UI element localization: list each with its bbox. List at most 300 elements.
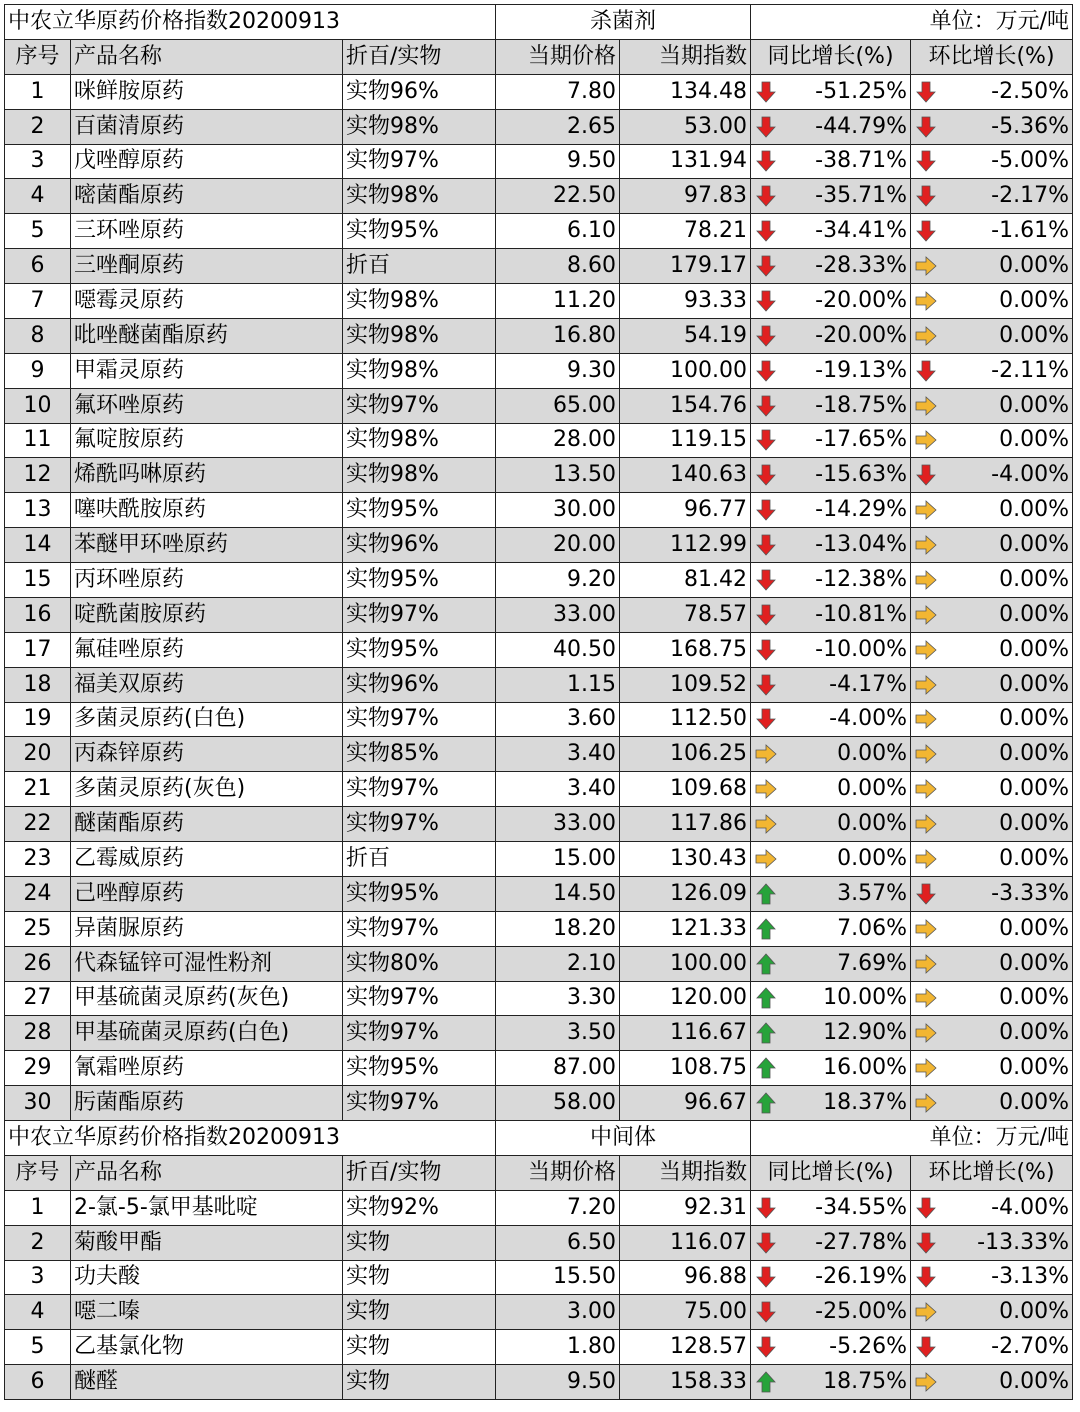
- price-cell: 8.60: [496, 249, 620, 284]
- seq-cell: 22: [5, 807, 71, 842]
- mom-cell: [911, 842, 1073, 877]
- basis-header: 折百/实物: [343, 1155, 496, 1190]
- product-name-cell: 嘧菌酯原药: [71, 179, 343, 214]
- yoy-cell: [751, 981, 911, 1016]
- yoy-cell: [751, 353, 911, 388]
- table-row: [5, 1225, 1073, 1260]
- table-row: [5, 318, 1073, 353]
- yoy-cell: [751, 284, 911, 319]
- index-cell: 179.17: [620, 249, 751, 284]
- table-row: [5, 772, 1073, 807]
- mom-cell: [911, 1190, 1073, 1225]
- up-arrow-icon: [754, 1056, 778, 1080]
- down-arrow-icon: [754, 1335, 778, 1359]
- product-name-cell: 多菌灵原药(灰色): [71, 772, 343, 807]
- down-arrow-icon: [914, 882, 938, 906]
- product-name-cell: 代森锰锌可湿性粉剂: [71, 946, 343, 981]
- mom-value: 0.00%: [999, 1369, 1069, 1395]
- up-arrow-icon: [754, 986, 778, 1010]
- index-cell: 168.75: [620, 632, 751, 667]
- down-arrow-icon: [914, 463, 938, 487]
- index-cell: 116.67: [620, 1016, 751, 1051]
- index-cell: 92.31: [620, 1190, 751, 1225]
- seq-cell: 1: [5, 74, 71, 109]
- mom-cell: [911, 632, 1073, 667]
- product-name-cell: 甲基硫菌灵原药(灰色): [71, 981, 343, 1016]
- yoy-value: -44.79%: [815, 113, 907, 139]
- seq-cell: 14: [5, 528, 71, 563]
- table-row: [5, 214, 1073, 249]
- mom-value: 0.00%: [999, 322, 1069, 348]
- yoy-header: 同比增长(%): [751, 1155, 911, 1190]
- yoy-value: -34.41%: [815, 218, 907, 244]
- index-cell: 96.77: [620, 493, 751, 528]
- mom-value: -4.00%: [991, 462, 1069, 488]
- seq-cell: 19: [5, 702, 71, 737]
- section-title: 中农立华原药价格指数20200913: [5, 1121, 496, 1156]
- table-row: [5, 807, 1073, 842]
- mom-value: 0.00%: [999, 845, 1069, 871]
- price-cell: 6.50: [496, 1225, 620, 1260]
- yoy-value: -13.04%: [815, 532, 907, 558]
- yoy-cell: [751, 179, 911, 214]
- index-cell: 106.25: [620, 737, 751, 772]
- basis-cell: 实物97%: [343, 597, 496, 632]
- yoy-cell: [751, 1051, 911, 1086]
- basis-cell: 实物96%: [343, 667, 496, 702]
- mom-value: 0.00%: [999, 532, 1069, 558]
- seq-cell: 16: [5, 597, 71, 632]
- table-row: [5, 353, 1073, 388]
- price-cell: 11.20: [496, 284, 620, 319]
- product-name-cell: 氰霜唑原药: [71, 1051, 343, 1086]
- basis-cell: 实物98%: [343, 109, 496, 144]
- right-arrow-icon: [914, 917, 938, 941]
- product-name-cell: 苯醚甲环唑原药: [71, 528, 343, 563]
- table-row: [5, 667, 1073, 702]
- index-cell: 78.57: [620, 597, 751, 632]
- yoy-cell: [751, 1260, 911, 1295]
- seq-cell: 13: [5, 493, 71, 528]
- table-row: [5, 388, 1073, 423]
- table-row: [5, 632, 1073, 667]
- right-arrow-icon: [914, 498, 938, 522]
- mom-cell: [911, 528, 1073, 563]
- unit-label: 单位：万元/吨: [751, 1121, 1073, 1156]
- product-name-cell: 醚醛: [71, 1365, 343, 1400]
- mom-value: -5.00%: [991, 148, 1069, 174]
- mom-value: -1.61%: [991, 218, 1069, 244]
- table-row: [5, 109, 1073, 144]
- yoy-value: -34.55%: [815, 1194, 907, 1220]
- table-row: [5, 1190, 1073, 1225]
- mom-cell: [911, 911, 1073, 946]
- table-row: [5, 597, 1073, 632]
- price-cell: 20.00: [496, 528, 620, 563]
- mom-cell: [911, 249, 1073, 284]
- table-row: [5, 911, 1073, 946]
- mom-cell: [911, 702, 1073, 737]
- price-cell: 13.50: [496, 458, 620, 493]
- index-cell: 93.33: [620, 284, 751, 319]
- mom-cell: [911, 1260, 1073, 1295]
- yoy-value: 18.37%: [823, 1090, 907, 1116]
- product-name-cell: 噻呋酰胺原药: [71, 493, 343, 528]
- mom-value: -4.00%: [991, 1194, 1069, 1220]
- down-arrow-icon: [754, 463, 778, 487]
- product-name-cell: 2-氯-5-氯甲基吡啶: [71, 1190, 343, 1225]
- down-arrow-icon: [754, 603, 778, 627]
- product-name-cell: 己唑醇原药: [71, 876, 343, 911]
- right-arrow-icon: [914, 812, 938, 836]
- price-cell: 65.00: [496, 388, 620, 423]
- down-arrow-icon: [754, 428, 778, 452]
- down-arrow-icon: [754, 1300, 778, 1324]
- down-arrow-icon: [754, 1231, 778, 1255]
- basis-cell: 实物98%: [343, 458, 496, 493]
- up-arrow-icon: [754, 1091, 778, 1115]
- table-row: [5, 981, 1073, 1016]
- yoy-value: 7.69%: [837, 950, 907, 976]
- basis-cell: 实物97%: [343, 144, 496, 179]
- index-cell: 81.42: [620, 563, 751, 598]
- down-arrow-icon: [754, 673, 778, 697]
- mom-value: 0.00%: [999, 287, 1069, 313]
- basis-cell: 实物97%: [343, 981, 496, 1016]
- yoy-header: 同比增长(%): [751, 39, 911, 74]
- yoy-cell: [751, 1086, 911, 1121]
- yoy-value: -51.25%: [815, 78, 907, 104]
- product-name-cell: 氟啶胺原药: [71, 423, 343, 458]
- table-row: [5, 1365, 1073, 1400]
- product-name-cell: 百菌清原药: [71, 109, 343, 144]
- product-name-cell: 功夫酸: [71, 1260, 343, 1295]
- seq-cell: 6: [5, 1365, 71, 1400]
- right-arrow-icon: [914, 742, 938, 766]
- mom-header: 环比增长(%): [911, 1155, 1073, 1190]
- up-arrow-icon: [754, 1021, 778, 1045]
- price-cell: 7.80: [496, 74, 620, 109]
- down-arrow-icon: [754, 638, 778, 662]
- product-name-cell: 肟菌酯原药: [71, 1086, 343, 1121]
- product-name-cell: 噁二嗪: [71, 1295, 343, 1330]
- down-arrow-icon: [914, 1231, 938, 1255]
- table-row: [5, 284, 1073, 319]
- yoy-value: 3.57%: [837, 880, 907, 906]
- price-cell: 3.40: [496, 772, 620, 807]
- product-name-cell: 氟硅唑原药: [71, 632, 343, 667]
- product-name-cell: 咪鲜胺原药: [71, 74, 343, 109]
- mom-value: -13.33%: [977, 1229, 1069, 1255]
- index-cell: 78.21: [620, 214, 751, 249]
- product-name-cell: 吡唑醚菌酯原药: [71, 318, 343, 353]
- index-cell: 128.57: [620, 1330, 751, 1365]
- index-cell: 112.50: [620, 702, 751, 737]
- seq-cell: 5: [5, 214, 71, 249]
- index-cell: 130.43: [620, 842, 751, 877]
- yoy-cell: [751, 1295, 911, 1330]
- basis-cell: 实物95%: [343, 214, 496, 249]
- price-cell: 33.00: [496, 807, 620, 842]
- price-cell: 3.50: [496, 1016, 620, 1051]
- mom-value: 0.00%: [999, 636, 1069, 662]
- mom-cell: [911, 737, 1073, 772]
- mom-cell: [911, 1295, 1073, 1330]
- mom-cell: [911, 946, 1073, 981]
- down-arrow-icon: [754, 184, 778, 208]
- right-arrow-icon: [914, 568, 938, 592]
- mom-cell: [911, 807, 1073, 842]
- yoy-cell: [751, 109, 911, 144]
- down-arrow-icon: [754, 80, 778, 104]
- right-arrow-icon: [914, 428, 938, 452]
- price-cell: 1.15: [496, 667, 620, 702]
- table-row: [5, 1330, 1073, 1365]
- product-name-cell: 丙森锌原药: [71, 737, 343, 772]
- down-arrow-icon: [914, 115, 938, 139]
- price-cell: 9.30: [496, 353, 620, 388]
- mom-value: 0.00%: [999, 392, 1069, 418]
- yoy-value: -4.17%: [829, 671, 907, 697]
- mom-value: 0.00%: [999, 706, 1069, 732]
- seq-cell: 7: [5, 284, 71, 319]
- right-arrow-icon: [914, 777, 938, 801]
- product-name-cell: 甲霜灵原药: [71, 353, 343, 388]
- up-arrow-icon: [754, 1370, 778, 1394]
- basis-cell: 实物98%: [343, 318, 496, 353]
- seq-cell: 10: [5, 388, 71, 423]
- product-name-header: 产品名称: [71, 39, 343, 74]
- yoy-cell: [751, 1365, 911, 1400]
- yoy-value: -20.00%: [815, 287, 907, 313]
- mom-value: -5.36%: [991, 113, 1069, 139]
- yoy-cell: [751, 597, 911, 632]
- yoy-value: 10.00%: [823, 985, 907, 1011]
- right-arrow-icon: [914, 847, 938, 871]
- down-arrow-icon: [914, 80, 938, 104]
- down-arrow-icon: [754, 568, 778, 592]
- product-name-cell: 醚菌酯原药: [71, 807, 343, 842]
- section-title-row: [5, 1121, 1073, 1156]
- seq-cell: 17: [5, 632, 71, 667]
- right-arrow-icon: [914, 254, 938, 278]
- yoy-value: 0.00%: [837, 776, 907, 802]
- down-arrow-icon: [914, 1196, 938, 1220]
- right-arrow-icon: [754, 847, 778, 871]
- seq-cell: 2: [5, 1225, 71, 1260]
- basis-cell: 实物: [343, 1330, 496, 1365]
- mom-value: -2.11%: [991, 357, 1069, 383]
- table-row: [5, 946, 1073, 981]
- yoy-cell: [751, 1190, 911, 1225]
- yoy-cell: [751, 842, 911, 877]
- index-cell: 108.75: [620, 1051, 751, 1086]
- mom-value: -2.50%: [991, 78, 1069, 104]
- basis-cell: 实物96%: [343, 74, 496, 109]
- basis-cell: 折百: [343, 842, 496, 877]
- seq-cell: 2: [5, 109, 71, 144]
- down-arrow-icon: [914, 219, 938, 243]
- down-arrow-icon: [754, 1196, 778, 1220]
- price-cell: 2.10: [496, 946, 620, 981]
- table-row: [5, 1086, 1073, 1121]
- right-arrow-icon: [914, 1091, 938, 1115]
- basis-cell: 实物96%: [343, 528, 496, 563]
- header-row: [5, 1155, 1073, 1190]
- basis-cell: 实物98%: [343, 179, 496, 214]
- price-cell: 9.50: [496, 144, 620, 179]
- table-row: [5, 144, 1073, 179]
- mom-value: 0.00%: [999, 985, 1069, 1011]
- basis-cell: 实物95%: [343, 1051, 496, 1086]
- price-cell: 58.00: [496, 1086, 620, 1121]
- mom-value: 0.00%: [999, 671, 1069, 697]
- down-arrow-icon: [754, 533, 778, 557]
- right-arrow-icon: [914, 1021, 938, 1045]
- index-cell: 112.99: [620, 528, 751, 563]
- index-cell: 116.07: [620, 1225, 751, 1260]
- mom-value: 0.00%: [999, 497, 1069, 523]
- seq-cell: 5: [5, 1330, 71, 1365]
- yoy-cell: [751, 493, 911, 528]
- index-cell: 97.83: [620, 179, 751, 214]
- price-cell: 22.50: [496, 179, 620, 214]
- mom-value: 0.00%: [999, 915, 1069, 941]
- yoy-cell: [751, 911, 911, 946]
- basis-cell: 实物97%: [343, 1016, 496, 1051]
- basis-cell: 实物95%: [343, 563, 496, 598]
- mom-cell: [911, 284, 1073, 319]
- yoy-cell: [751, 1225, 911, 1260]
- yoy-value: -18.75%: [815, 392, 907, 418]
- index-cell: 120.00: [620, 981, 751, 1016]
- price-header: 当期价格: [496, 39, 620, 74]
- price-cell: 18.20: [496, 911, 620, 946]
- basis-cell: 实物: [343, 1225, 496, 1260]
- yoy-cell: [751, 737, 911, 772]
- right-arrow-icon: [914, 673, 938, 697]
- down-arrow-icon: [914, 1335, 938, 1359]
- index-cell: 96.67: [620, 1086, 751, 1121]
- yoy-value: 7.06%: [837, 915, 907, 941]
- basis-cell: 实物97%: [343, 1086, 496, 1121]
- right-arrow-icon: [914, 638, 938, 662]
- yoy-value: -5.26%: [829, 1334, 907, 1360]
- section-title-row: [5, 5, 1073, 40]
- yoy-cell: [751, 249, 911, 284]
- price-index-table: [4, 4, 1073, 1400]
- basis-cell: 实物85%: [343, 737, 496, 772]
- price-cell: 3.40: [496, 737, 620, 772]
- price-cell: 40.50: [496, 632, 620, 667]
- price-cell: 15.00: [496, 842, 620, 877]
- mom-cell: [911, 388, 1073, 423]
- seq-cell: 20: [5, 737, 71, 772]
- price-cell: 30.00: [496, 493, 620, 528]
- right-arrow-icon: [914, 289, 938, 313]
- right-arrow-icon: [754, 812, 778, 836]
- price-cell: 28.00: [496, 423, 620, 458]
- yoy-cell: [751, 772, 911, 807]
- yoy-cell: [751, 214, 911, 249]
- index-cell: 126.09: [620, 876, 751, 911]
- mom-value: 0.00%: [999, 566, 1069, 592]
- right-arrow-icon: [914, 1056, 938, 1080]
- seq-cell: 25: [5, 911, 71, 946]
- index-cell: 140.63: [620, 458, 751, 493]
- mom-cell: [911, 423, 1073, 458]
- seq-cell: 4: [5, 1295, 71, 1330]
- up-arrow-icon: [754, 952, 778, 976]
- down-arrow-icon: [914, 149, 938, 173]
- seq-cell: 3: [5, 144, 71, 179]
- yoy-value: 12.90%: [823, 1020, 907, 1046]
- seq-cell: 11: [5, 423, 71, 458]
- product-name-cell: 三唑酮原药: [71, 249, 343, 284]
- seq-cell: 12: [5, 458, 71, 493]
- basis-cell: 实物97%: [343, 807, 496, 842]
- price-cell: 7.20: [496, 1190, 620, 1225]
- yoy-value: -4.00%: [829, 706, 907, 732]
- mom-value: 0.00%: [999, 1020, 1069, 1046]
- yoy-cell: [751, 946, 911, 981]
- right-arrow-icon: [914, 603, 938, 627]
- mom-value: -2.70%: [991, 1334, 1069, 1360]
- basis-cell: 实物92%: [343, 1190, 496, 1225]
- product-name-header: 产品名称: [71, 1155, 343, 1190]
- product-name-cell: 戊唑醇原药: [71, 144, 343, 179]
- index-cell: 131.94: [620, 144, 751, 179]
- table-row: [5, 1295, 1073, 1330]
- yoy-value: 18.75%: [823, 1369, 907, 1395]
- mom-cell: [911, 214, 1073, 249]
- right-arrow-icon: [914, 986, 938, 1010]
- seq-cell: 9: [5, 353, 71, 388]
- mom-value: 0.00%: [999, 1090, 1069, 1116]
- mom-value: 0.00%: [999, 601, 1069, 627]
- table-row: [5, 842, 1073, 877]
- header-row: [5, 39, 1073, 74]
- yoy-value: 0.00%: [837, 741, 907, 767]
- yoy-cell: [751, 702, 911, 737]
- mom-value: -3.33%: [991, 880, 1069, 906]
- mom-cell: [911, 1330, 1073, 1365]
- seq-header: 序号: [5, 39, 71, 74]
- product-name-cell: 啶酰菌胺原药: [71, 597, 343, 632]
- table-row: [5, 493, 1073, 528]
- right-arrow-icon: [914, 707, 938, 731]
- yoy-value: -25.00%: [815, 1299, 907, 1325]
- index-cell: 53.00: [620, 109, 751, 144]
- mom-value: 0.00%: [999, 776, 1069, 802]
- seq-cell: 28: [5, 1016, 71, 1051]
- seq-cell: 24: [5, 876, 71, 911]
- down-arrow-icon: [754, 1265, 778, 1289]
- basis-cell: 实物98%: [343, 353, 496, 388]
- mom-cell: [911, 1086, 1073, 1121]
- mom-cell: [911, 1016, 1073, 1051]
- yoy-value: -19.13%: [815, 357, 907, 383]
- yoy-value: -38.71%: [815, 148, 907, 174]
- table-row: [5, 179, 1073, 214]
- yoy-value: -28.33%: [815, 253, 907, 279]
- basis-cell: 折百: [343, 249, 496, 284]
- yoy-cell: [751, 632, 911, 667]
- right-arrow-icon: [914, 1300, 938, 1324]
- mom-value: 0.00%: [999, 950, 1069, 976]
- mom-cell: [911, 353, 1073, 388]
- yoy-cell: [751, 423, 911, 458]
